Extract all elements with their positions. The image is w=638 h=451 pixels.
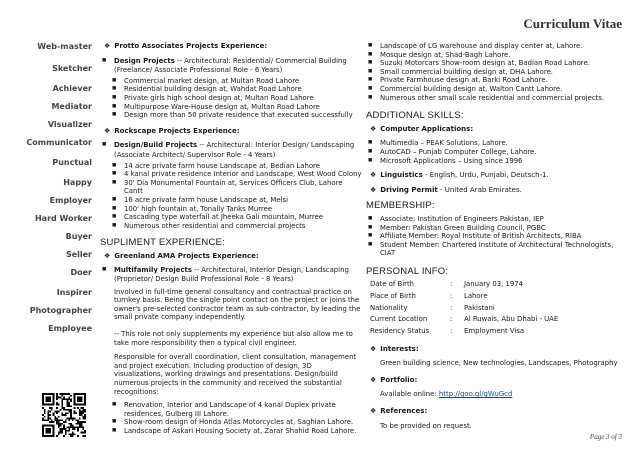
page-title: Curriculum Vitae (523, 16, 622, 31)
greenland-role-sub: (Proprietor/ Design Build Professional Role - 8 Years) (114, 275, 294, 284)
portfolio-heading: ❖ Portfolio: (370, 375, 418, 384)
list-item: ■ Commercial building design at, Walton Cantt Lahore. (366, 85, 628, 94)
info-colon: : (450, 326, 453, 335)
info-value: Employment Visa (464, 326, 525, 335)
sidebar-tag: Buyer (65, 232, 92, 241)
diamond-icon: ❖ (370, 171, 377, 180)
list-item: ■ Affiliate Member: Royal Institute of British Architects, RIBA (366, 232, 628, 241)
diamond-icon: ❖ (104, 251, 111, 260)
list-item: ■ Small commercial building design at, DHA Lahore. (366, 68, 628, 77)
list-item: ■ AutoCAD – Punjab Computer College, Lahore. (366, 148, 628, 157)
list-item: ■ Renovation, Interior and Landscape of 4 kanal Duplex private residences, Gulberg III Lahore. (100, 401, 362, 418)
interests-heading: ❖ Interests: (370, 344, 419, 353)
info-label: Current Location (370, 315, 428, 324)
info-label: Nationality (370, 303, 408, 312)
rockscape-items (100, 162, 362, 231)
list-item: ■ 14 acre private farm house Landscape at, Bedian Lahore (100, 162, 362, 171)
protto-role-sub: (Freelance/ Associate Professional Role - 6 Years) (114, 66, 283, 75)
info-label: Place of Birth (370, 292, 416, 301)
list-item: ■ Multipurpose Ware-House design at, Multan Road Lahore (100, 103, 362, 112)
list-item: ■ Design more than 50 private residence that executed successfully (100, 111, 362, 120)
info-colon: : (450, 315, 453, 324)
list-item: ■ 100' high fountain at, Tonally Tanks Murree (100, 205, 362, 214)
left-column (100, 42, 362, 436)
more-projects-list (366, 42, 628, 102)
driving-line: ❖ Driving Permit - United Arab Emirates. (370, 185, 522, 194)
rockscape-role: ■ Design/Build Projects -- Architectural: Interior Design/ Landscaping (100, 141, 362, 150)
info-colon: : (450, 303, 453, 312)
diamond-icon: ❖ (370, 375, 377, 384)
sidebar-tag: Web-master (37, 42, 92, 51)
supplement-section-title: SUPLIMENT EXPERIENCE: (100, 237, 225, 249)
protto-items (100, 77, 362, 120)
sidebar-tag: Visualizer (47, 120, 92, 129)
greenland-para-1: Involved in full-time general consultancy and contractual practice on turnkey basis. Being the single point contact on the project or joins the owner's pre-selected contractor team as sub-contractor, by leading the small private company independently. (114, 287, 361, 322)
sidebar-tag: Achiever (52, 84, 92, 93)
computer-heading: ❖ Computer Applications: (370, 124, 474, 133)
list-item: ■ Numerous other residential and commercial projects (100, 222, 362, 231)
personal-info-table (370, 280, 628, 336)
portfolio-link[interactable]: http://goo.gl/gWuGcd (438, 390, 513, 399)
computer-items (366, 139, 628, 165)
greenland-items (100, 401, 362, 435)
diamond-icon: ❖ (104, 42, 111, 50)
list-item: ■ Residential building design at, Wahdat Road Lahore (100, 85, 362, 94)
info-value: January 03, 1974 (464, 280, 523, 289)
info-value: Al Ruwais, Abu Dhabi - UAE (464, 315, 559, 324)
right-column (366, 42, 628, 430)
list-item: ■ Member: Pakistan Green Building Council, PGBC (366, 224, 628, 233)
list-item: ■ Microsoft Applications – Using since 1996 (366, 157, 628, 166)
diamond-icon: ❖ (370, 124, 377, 133)
membership-section-title: MEMBERSHIP: (366, 200, 435, 212)
info-colon: : (450, 292, 453, 301)
sidebar-tag: Employer (49, 196, 92, 205)
sidebar-tag: Mediator (51, 102, 92, 111)
greenland-para-2: -- This role not only supplements my experience but also allow me to take more responsibility then a typical civil engineer. (114, 330, 353, 347)
list-item: ■ Cascading type waterfall at Jheeka Gali mountain, Murree (100, 213, 362, 222)
sidebar-tag: Seller (65, 250, 92, 259)
list-item: ■ 4 kanal private residence Interior and Landscape, West Wood Colony (100, 170, 362, 179)
personal-section-title: PERSONAL INFO: (366, 265, 449, 277)
list-item: ■ Numerous other small scale residential and commercial projects. (366, 94, 628, 103)
info-value: Pakistani (464, 303, 495, 312)
rockscape-role-sub: (Associate Architect/ Supervisor Role - 4 Years) (114, 150, 276, 159)
linguistics-line: ❖ Linguistics - English, Urdu, Punjabi, Deutsch-1. (370, 171, 549, 180)
sidebar-tag: Photographer (29, 306, 92, 315)
list-item: ■ Landscape of LG warehouse and display center at, Lahore. (366, 42, 628, 51)
sidebar-tag: Employee (48, 324, 92, 333)
skills-section-title: ADDITIONAL SKILLS: (366, 110, 464, 122)
rockscape-heading: ❖ Rockscape Projects Experience: (104, 126, 240, 135)
membership-items (366, 215, 628, 258)
references-text: To be provided on request. (380, 421, 472, 430)
sidebar-tag: Happy (63, 178, 92, 187)
list-item: ■ Mosque design at, Shad-Bagh Lahore. (366, 51, 628, 60)
protto-role: ■ Design Projects -- Architectural: Residential/ Commercial Building (100, 57, 362, 66)
list-item: ■ Suzuki Motorcars Show-room design at, Badian Road Lahore. (366, 59, 628, 68)
greenland-heading: ❖ Greenland AMA Projects Experience: (104, 251, 259, 260)
list-item: ■ Multimedia – PEAK Solutions, Lahore. (366, 139, 628, 148)
diamond-icon: ❖ (104, 126, 111, 135)
list-item: ■ Private Farmhouse design at, Barki Road Lahore. (366, 76, 628, 85)
qr-code (42, 393, 86, 437)
protto-heading: ❖ Protto Associates Projects Experience: (104, 42, 268, 50)
portfolio-line: Available online: http://goo.gl/gWuGcd (380, 390, 513, 399)
references-heading: ❖ References: (370, 407, 428, 416)
greenland-role: ■ Multifamily Projects -- Architectural, Interior Design, Landscaping (100, 266, 362, 275)
info-label: Residency Status (370, 326, 430, 335)
greenland-para-3: Responsible for overall coordination, client consultation, management and project execution. Including production of design, 3D visualizations, working drawings and presentations. Design/build numerous projects in the community and received the substantial recognitions: (114, 353, 357, 396)
sidebar-tag: Sketcher (52, 64, 92, 73)
sidebar-tag: Communicator (26, 138, 92, 147)
list-item: ■ Show-room design of Honda Atlas Motorcycles at, Saghian Lahore. (100, 418, 362, 427)
sidebar-tag: Doer (70, 268, 92, 277)
list-item: ■ 16 acre private farm house Landscape at, Melsi (100, 196, 362, 205)
list-item: ■ Student Member: Chartered Institute of Architectural Technologists, CIAT (366, 241, 628, 258)
sidebar-tag: Inspirer (56, 288, 92, 297)
info-label: Date of Birth (370, 280, 415, 289)
interests-text: Green building science, New technologies, Landscapes, Photography (380, 359, 618, 368)
diamond-icon: ❖ (370, 344, 377, 353)
list-item: ■ Associate: Institution of Engineers Pakistan, IEP (366, 215, 628, 224)
page-number: Page 3 of 3 (589, 433, 622, 441)
list-item: ■ Private girls high school design at, Multan Road Lahore (100, 94, 362, 103)
list-item: ■ Commercial market design, at Multan Road Lahore (100, 77, 362, 86)
diamond-icon: ❖ (370, 185, 377, 194)
info-colon: : (450, 280, 453, 289)
diamond-icon: ❖ (370, 407, 377, 416)
sidebar-tag: Punctual (52, 158, 92, 167)
sidebar-tag: Hard Worker (34, 214, 92, 223)
info-value: Lahore (464, 292, 488, 301)
list-item: ■ 30' Dia Monumental Fountain at, Services Officers Club, Lahore Cantt (100, 179, 362, 196)
list-item: ■ Landscape of Askari Housing Society at, Zarar Shahid Road Lahore. (100, 427, 362, 436)
